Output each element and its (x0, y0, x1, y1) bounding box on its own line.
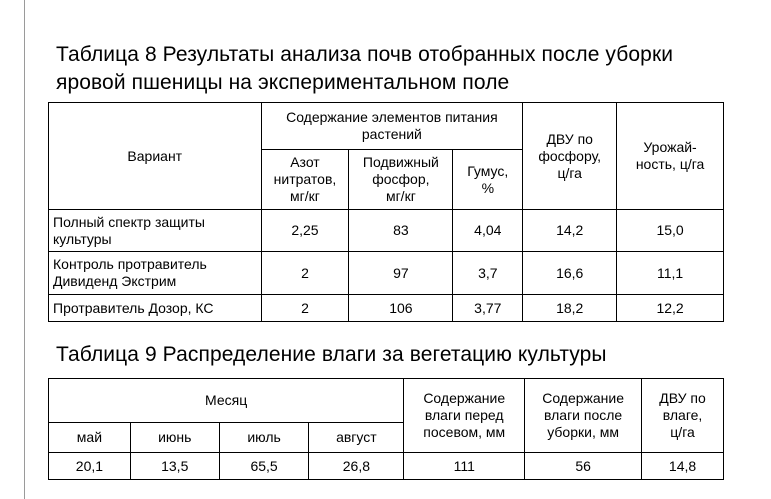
moisture-table (48, 378, 724, 480)
nitrate-cell: 2 (261, 252, 349, 295)
header-row (49, 103, 724, 150)
page-left-rule (24, 0, 25, 499)
table8-title (56, 41, 673, 97)
phosphorus-cell: 106 (349, 295, 453, 322)
phosphorus-cell: 97 (349, 252, 453, 295)
table-row (49, 453, 724, 480)
table-row (49, 295, 724, 322)
nitrate-cell: 2,25 (261, 210, 349, 252)
august-cell: 26,8 (309, 453, 404, 480)
dvu-cell: 14,2 (523, 210, 617, 252)
moisture-after-cell: 56 (525, 453, 642, 480)
yield-header: Урожай- ность, ц/га (617, 103, 724, 210)
table-row (49, 210, 724, 252)
variant-header: Вариант (49, 103, 262, 210)
humus-cell: 3,7 (453, 252, 523, 295)
header-row (49, 379, 724, 423)
june-cell: 13,5 (130, 453, 219, 480)
moisture-after-header: Содержание влаги после уборки, мм (525, 379, 642, 453)
august-header: август (309, 423, 404, 453)
humus-header: Гумус, % (453, 150, 523, 210)
moisture-before-header: Содержание влаги перед посевом, мм (404, 379, 525, 453)
table8-title-line2: яровой пшеницы на экспериментальном поле (56, 71, 510, 94)
table8-title-line1: Таблица 8 Результаты анализа почв отобранных после уборки (56, 43, 674, 66)
phosphorus-cell: 83 (349, 210, 453, 252)
phosphorus-header: Подвижный фосфор, мг/кг (349, 150, 453, 210)
moisture-before-cell: 111 (404, 453, 525, 480)
june-header: июнь (130, 423, 219, 453)
dvu-moisture-cell: 14,8 (642, 453, 724, 480)
table-row (49, 252, 724, 295)
nitrate-cell: 2 (261, 295, 349, 322)
dvu-phosphorus-header: ДВУ по фосфору, ц/га (523, 103, 617, 210)
soil-analysis-table (48, 102, 724, 322)
variant-cell: Протравитель Дозор, КС (49, 295, 262, 322)
dvu-cell: 18,2 (523, 295, 617, 322)
dvu-moisture-header: ДВУ по влаге, ц/га (642, 379, 724, 453)
nutrients-group-header: Содержание элементов питания растений (261, 103, 523, 150)
month-header: Месяц (49, 379, 404, 423)
humus-cell: 3,77 (453, 295, 523, 322)
yield-cell: 15,0 (617, 210, 724, 252)
yield-cell: 11,1 (617, 252, 724, 295)
variant-cell: Контроль протравитель Дивиденд Экстрим (49, 252, 262, 295)
variant-cell: Полный спектр защиты культуры (49, 210, 262, 252)
table9-title: Таблица 9 Распределение влаги за вегетацию культуры (56, 343, 607, 366)
july-cell: 65,5 (219, 453, 309, 480)
may-header: май (49, 423, 131, 453)
may-cell: 20,1 (49, 453, 131, 480)
yield-cell: 12,2 (617, 295, 724, 322)
july-header: июль (219, 423, 309, 453)
humus-cell: 4,04 (453, 210, 523, 252)
dvu-cell: 16,6 (523, 252, 617, 295)
nitrate-header: Азот нитратов, мг/кг (261, 150, 349, 210)
